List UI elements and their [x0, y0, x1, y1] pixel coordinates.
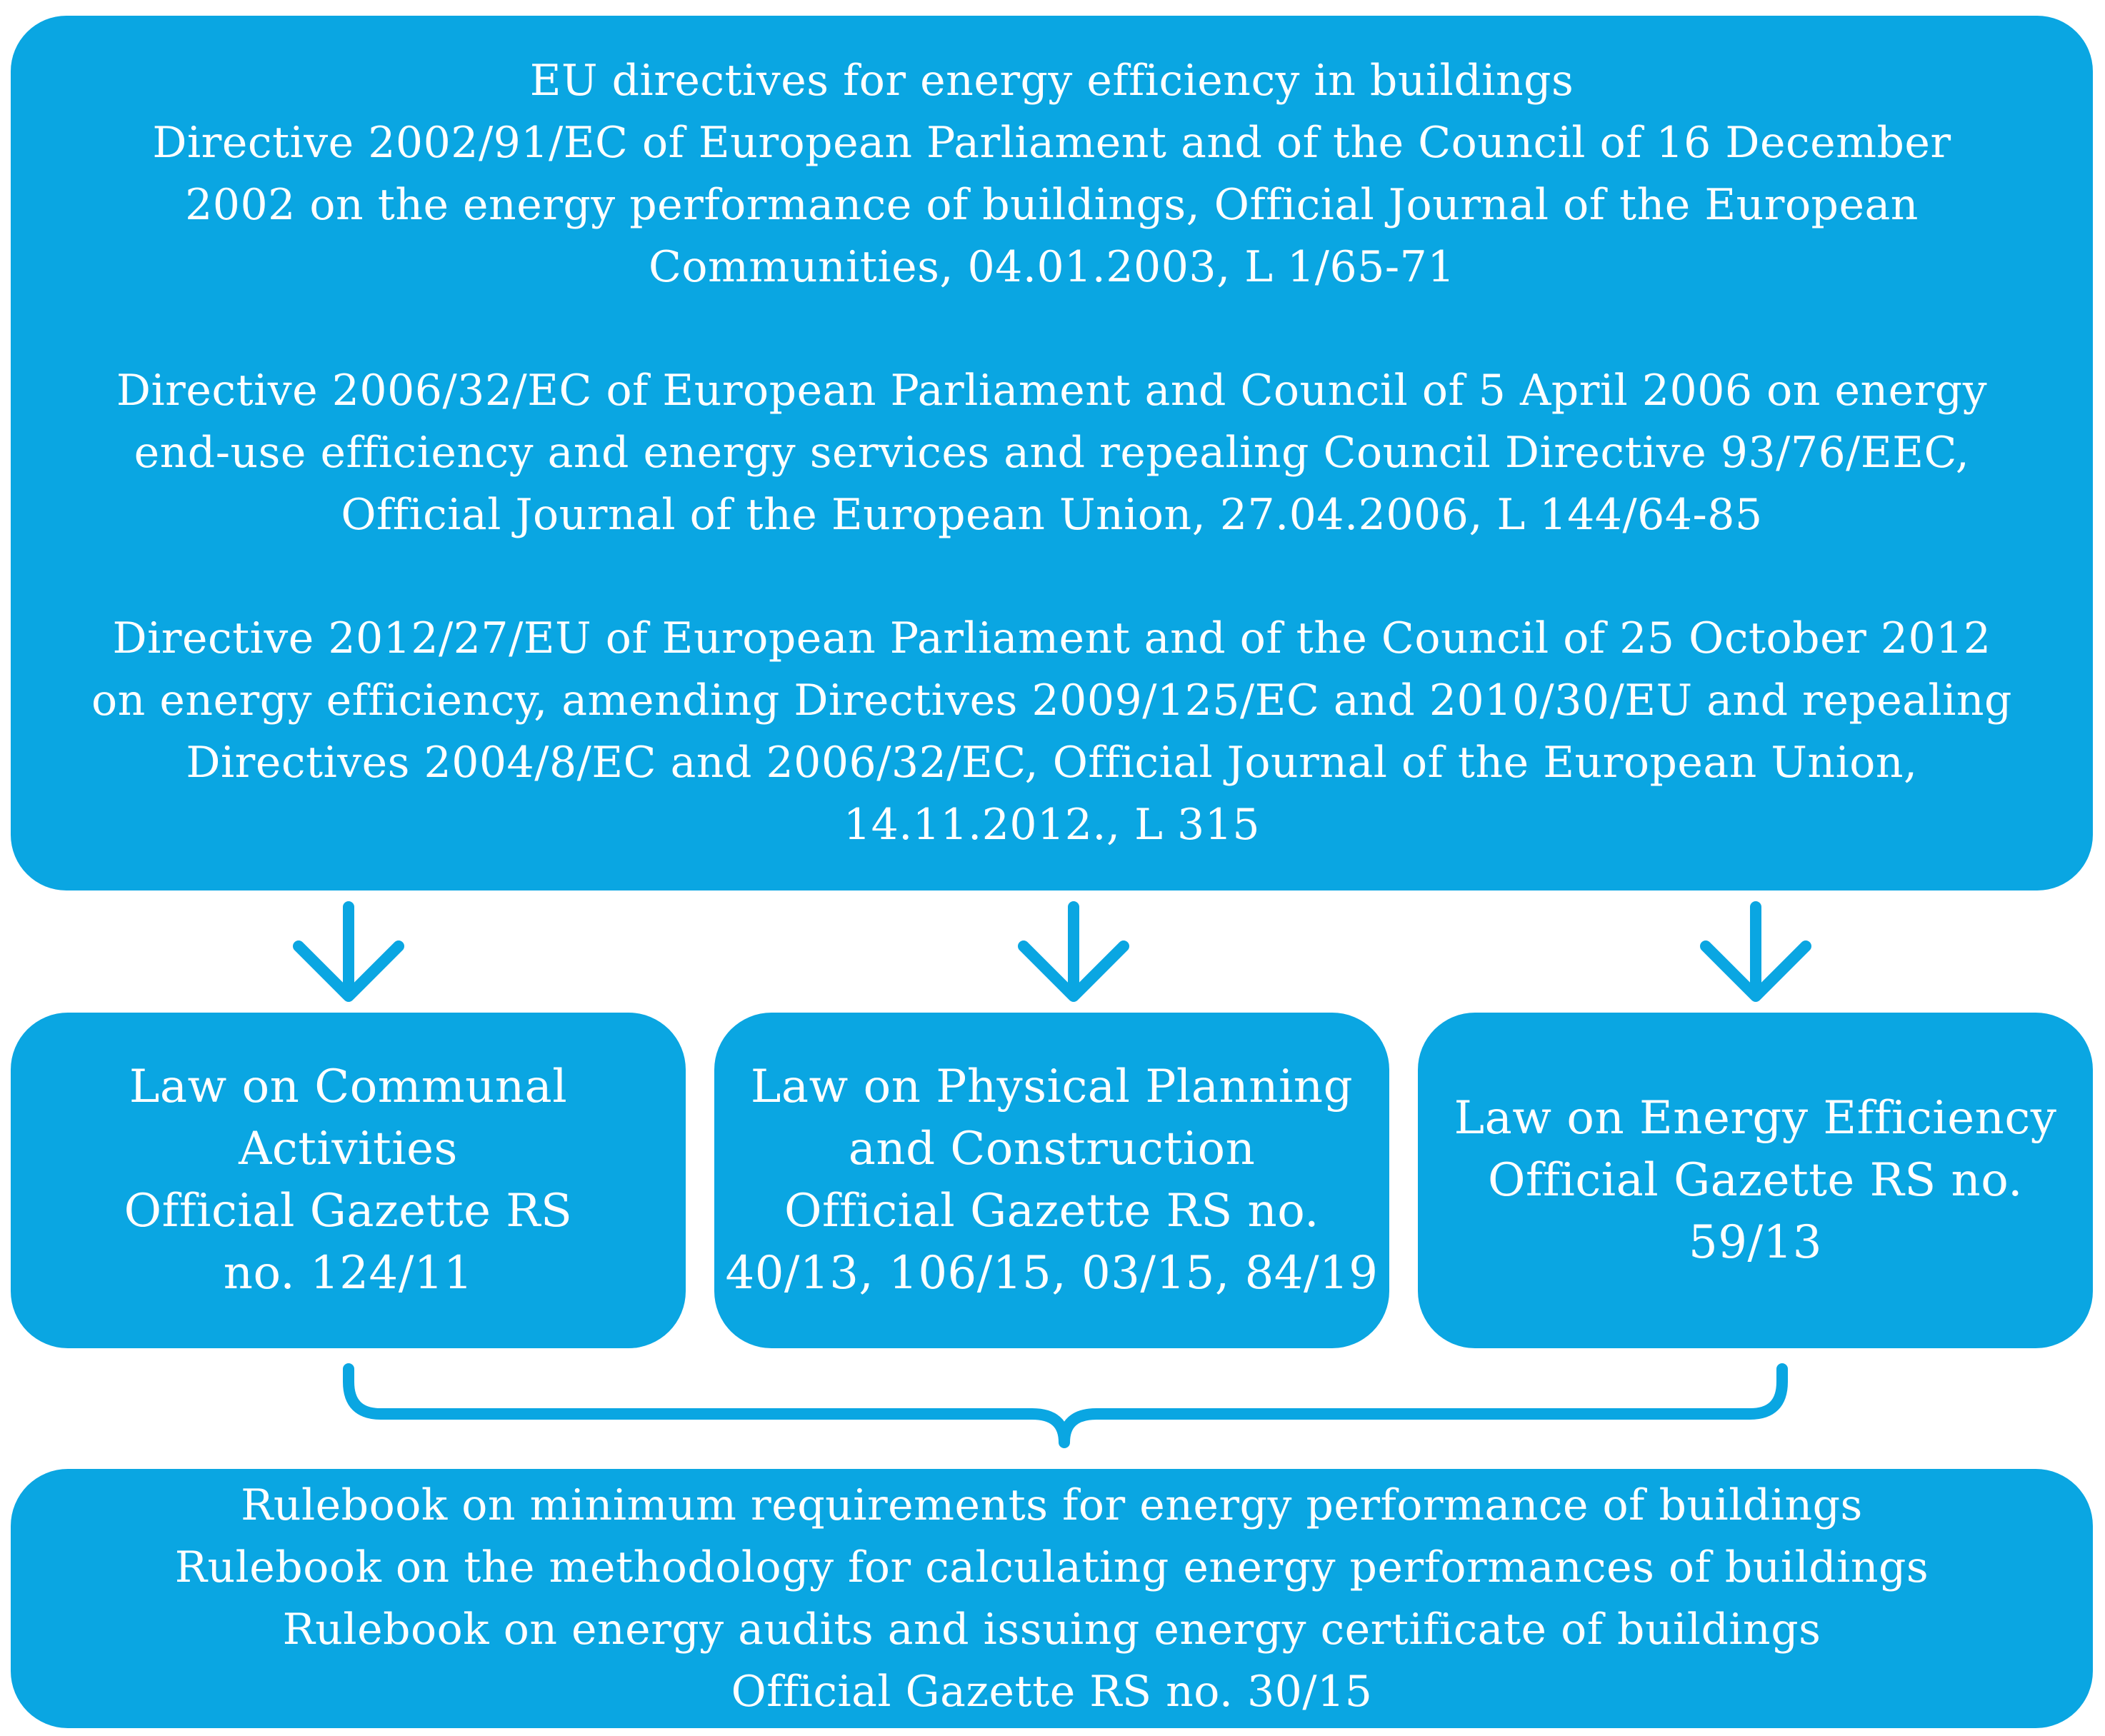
law-2-line-2: and Construction — [848, 1123, 1256, 1175]
law-2-line-4: 40/13, 106/15, 03/15, 84/19 — [725, 1247, 1379, 1300]
directive-2012-line-1: Directive 2012/27/EU of European Parliament and of the Council of 25 October 2012 — [112, 613, 1991, 663]
eu-directives-heading: EU directives for energy efficiency in buildings — [529, 56, 1574, 106]
arrow-down-icon — [299, 907, 399, 996]
curly-brace-icon — [349, 1369, 1782, 1443]
law-3-line-2: Official Gazette RS no. — [1488, 1153, 2023, 1207]
directive-2002-line-3: Communities, 04.01.2003, L 1/65-71 — [649, 242, 1455, 292]
rulebook-line-3: Rulebook on energy audits and issuing energy certificate of buildings — [282, 1604, 1821, 1655]
law-3-line-1: Law on Energy Efficiency — [1454, 1091, 2057, 1145]
directive-2012-line-3: Directives 2004/8/EC and 2006/32/EC, Official Journal of the European Union, — [186, 738, 1918, 788]
law-2-line-3: Official Gazette RS no. — [784, 1185, 1319, 1238]
directive-2012-line-4: 14.11.2012., L 315 — [843, 800, 1261, 850]
rulebooks-box — [11, 1469, 2093, 1728]
law-3-line-3: 59/13 — [1689, 1215, 1822, 1269]
law-1-line-1: Law on Communal — [129, 1060, 568, 1113]
directive-2012-line-2: on energy efficiency, amending Directives 2009/125/EC and 2010/30/EU and repealing — [91, 676, 2012, 726]
rulebook-line-4: Official Gazette RS no. 30/15 — [731, 1666, 1373, 1717]
law-1-line-3: Official Gazette RS — [124, 1185, 573, 1238]
arrow-down-icon — [1706, 907, 1806, 996]
directive-2002-line-1: Directive 2002/91/EC of European Parliament and of the Council of 16 December — [152, 118, 1951, 168]
rulebook-line-2: Rulebook on the methodology for calculating energy performances of buildings — [174, 1542, 1929, 1592]
directive-2006-line-3: Official Journal of the European Union, 27.04.2006, L 144/64-85 — [341, 490, 1763, 540]
arrow-down-icon — [1024, 907, 1124, 996]
rulebook-line-1: Rulebook on minimum requirements for energy performance of buildings — [241, 1480, 1863, 1530]
directive-2006-line-1: Directive 2006/32/EC of European Parliament and Council of 5 April 2006 on energy — [116, 366, 1988, 416]
law-energy-efficiency-box — [1418, 1013, 2093, 1348]
law-1-line-2: Activities — [239, 1123, 458, 1175]
directive-2006-line-2: end-use efficiency and energy services and repealing Council Directive 93/76/EEC, — [134, 428, 1970, 478]
law-2-line-1: Law on Physical Planning — [750, 1060, 1354, 1113]
law-physical-planning-box — [714, 1013, 1389, 1348]
law-communal-activities-box — [11, 1013, 686, 1348]
law-1-line-4: no. 124/11 — [223, 1247, 474, 1300]
directive-2002-line-2: 2002 on the energy performance of buildings, Official Journal of the European — [185, 180, 1919, 230]
